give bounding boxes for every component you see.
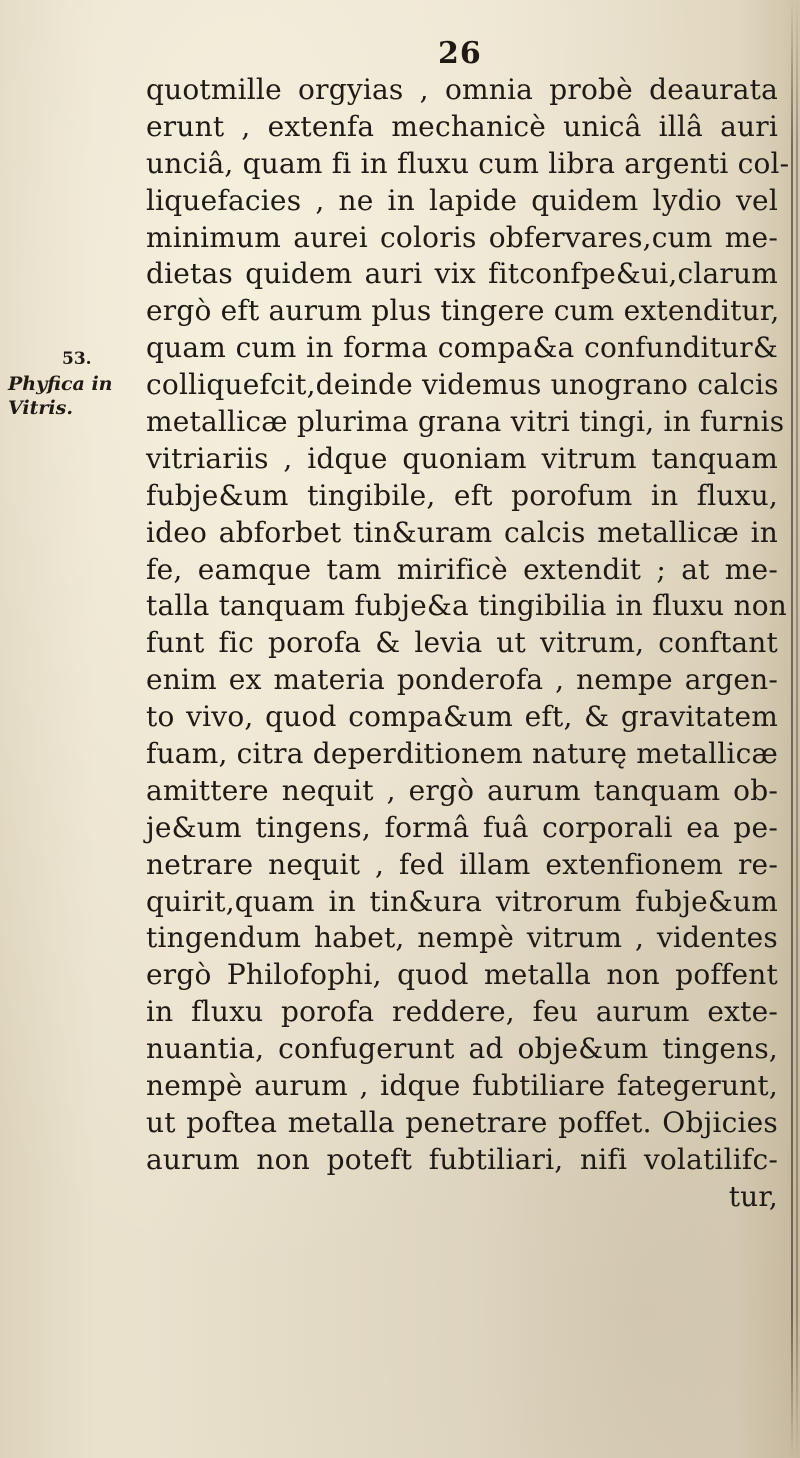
- text-line: ut poftea metalla penetrare poffet. Objicies: [146, 1105, 778, 1139]
- text-line: quam cum in forma compa&a confunditur&: [146, 331, 778, 365]
- marginal-note-line: Phyfica in: [8, 373, 113, 395]
- text-line: je&um tingens, formâ fuâ corporali ea pe-: [146, 810, 778, 844]
- page-edge-line: [796, 0, 798, 1458]
- text-line: minimum aurei coloris obfervares,cum me-: [146, 220, 778, 254]
- text-line: quirit,quam in tin&ura vitrorum fubje&um: [146, 884, 778, 918]
- marginal-paragraph-number: 53.: [62, 349, 92, 369]
- text-line: liquefacies , ne in lapide quidem lydio vel: [146, 183, 778, 217]
- body-text: [146, 72, 790, 1216]
- text-line: fe, eamque tam mirificè extendit ; at me-: [146, 552, 778, 586]
- text-line: aurum non poteft fubtiliari, nifi volatilifc-: [146, 1142, 778, 1176]
- text-line: ergò Philofophi, quod metalla non poffent: [146, 958, 778, 992]
- text-line: ergò eft aurum plus tingere cum extenditur,: [146, 294, 780, 328]
- page-edge-line: [791, 0, 793, 1458]
- text-line: netrare nequit , fed illam extenfionem re-: [146, 847, 778, 881]
- text-line: fubje&um tingibile, eft porofum in fluxu,: [146, 478, 778, 512]
- text-line: vitriariis , idque quoniam vitrum tanquam: [146, 441, 778, 475]
- page-number: 26: [438, 36, 482, 71]
- text-line: quotmille orgyias , omnia probè deaurata: [146, 73, 778, 106]
- text-line: funt fic porofa & levia ut vitrum, conftant: [146, 626, 778, 660]
- text-line: metallicæ plurima grana vitri tingi, in furnis: [146, 405, 785, 439]
- text-line: erunt , extenfa mechanicè unicâ illâ auri: [146, 109, 778, 143]
- text-line: tingendum habet, nempè vitrum , videntes: [146, 921, 778, 955]
- text-line: to vivo, quod compa&um eft, & gravitatem: [146, 700, 778, 734]
- text-line: nuantia, confugerunt ad obje&um tingens,: [146, 1032, 778, 1066]
- text-line: enim ex materia ponderofa , nempe argen-: [146, 663, 778, 697]
- text-line: nempè aurum , idque fubtiliare fategerunt,: [146, 1069, 778, 1103]
- text-line: in fluxu porofa reddere, feu aurum exte-: [146, 995, 778, 1029]
- text-line: dietas quidem auri vix fitconfpe&ui,clarum: [146, 257, 778, 291]
- text-line: fuam, citra deperditionem naturę metallicæ: [146, 737, 778, 771]
- marginal-note: [8, 372, 138, 420]
- marginal-note-line: Vitris.: [8, 397, 73, 419]
- catchword: tur,: [728, 1179, 778, 1213]
- text-line: unciâ, quam fi in fluxu cum libra argenti col-: [146, 146, 790, 180]
- text-line: amittere nequit , ergò aurum tanquam ob-: [146, 773, 778, 807]
- text-line: talla tanquam fubje&a tingibilia in fluxu non: [146, 589, 788, 623]
- text-line: colliquefcit,deinde videmus unograno calcis: [146, 368, 779, 402]
- text-line: ideo abforbet tin&uram calcis metallicæ in: [146, 515, 778, 549]
